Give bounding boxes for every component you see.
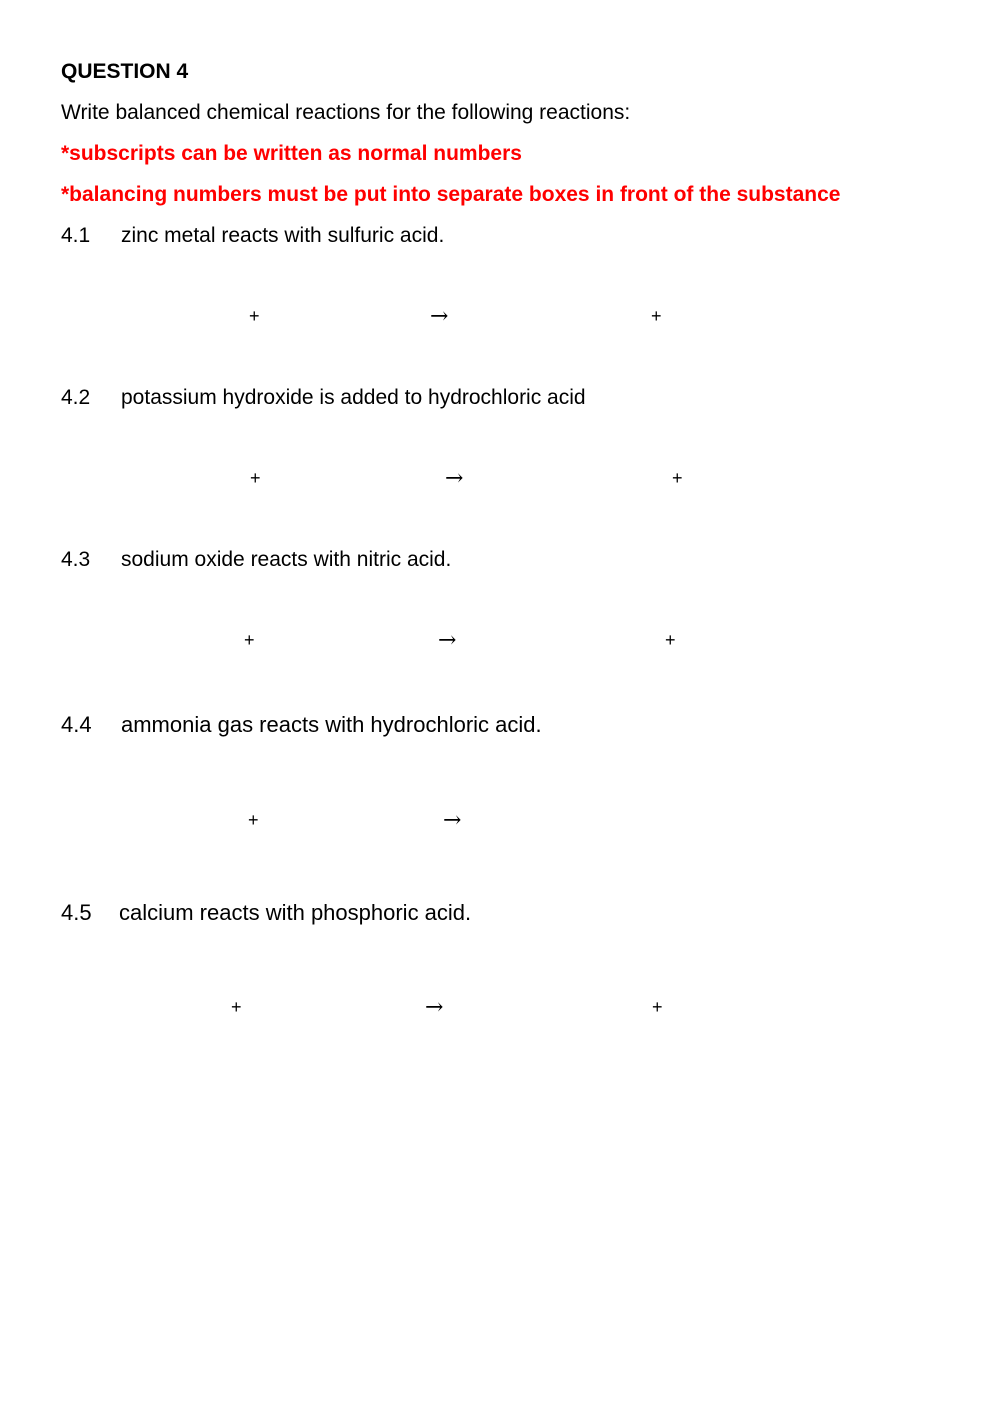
question-number: 4.5 — [61, 900, 92, 925]
reaction-arrow: → — [443, 808, 462, 833]
reaction-arrow: → — [425, 995, 444, 1020]
instructions: Write balanced chemical reactions for the following reactions: — [61, 101, 631, 124]
reaction-arrow: → — [438, 628, 457, 653]
question-number: 4.1 — [61, 224, 91, 247]
note-balancing: *balancing numbers must be put into separate boxes in front of the substance — [61, 183, 841, 206]
plus-sign: + — [249, 306, 260, 326]
question-text: calcium reacts with phosphoric acid. — [119, 900, 472, 925]
plus-sign: + — [244, 630, 255, 650]
question-number: 4.4 — [61, 712, 92, 737]
plus-sign: + — [231, 997, 242, 1017]
question-text: sodium oxide reacts with nitric acid. — [121, 548, 452, 571]
plus-sign: + — [665, 630, 676, 650]
question-text: potassium hydroxide is added to hydrochloric acid — [121, 386, 586, 409]
plus-sign: + — [248, 810, 259, 830]
plus-sign: + — [250, 468, 261, 488]
reaction-arrow: → — [430, 304, 449, 329]
note-subscripts: *subscripts can be written as normal numbers — [61, 142, 522, 165]
question-number: 4.3 — [61, 548, 91, 571]
question-text: ammonia gas reacts with hydrochloric acid. — [121, 712, 542, 737]
reaction-arrow: → — [445, 466, 464, 491]
plus-sign: + — [651, 306, 662, 326]
question-number: 4.2 — [61, 386, 91, 409]
question-text: zinc metal reacts with sulfuric acid. — [121, 224, 445, 247]
plus-sign: + — [652, 997, 663, 1017]
question-title: QUESTION 4 — [61, 60, 189, 83]
plus-sign: + — [672, 468, 683, 488]
